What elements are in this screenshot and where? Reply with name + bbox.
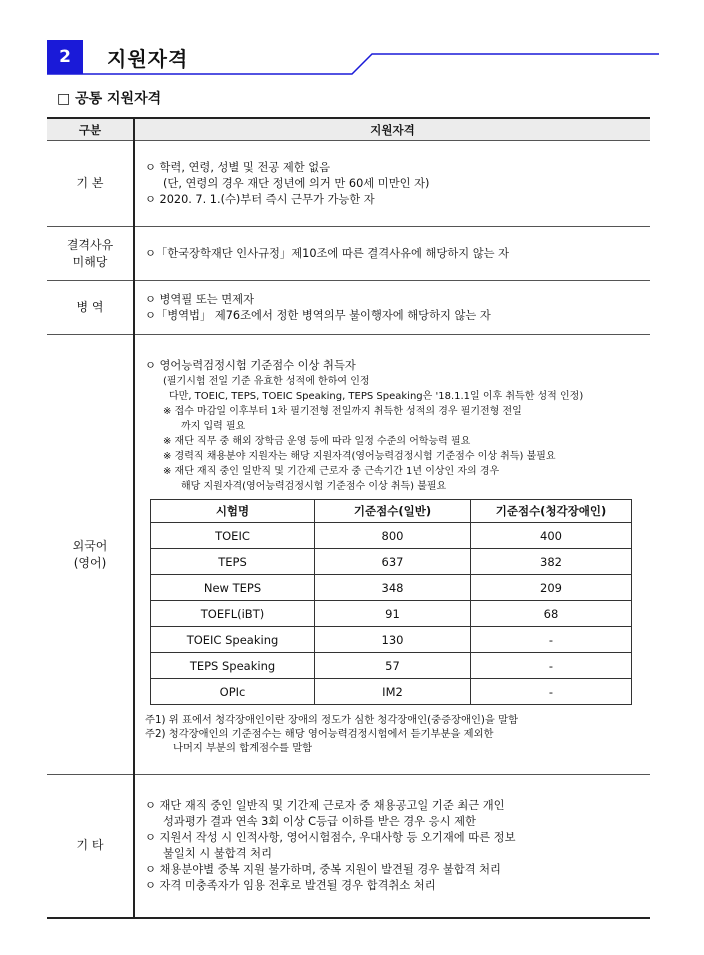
score-cell: TOEFL(iBT) [151,601,315,627]
note: 주2) 청각장애인의 기준점수는 해당 영어능력검정시험에서 듣기부분을 제외한 [145,728,494,740]
row-military [47,281,650,335]
section-title: 지원자격 [107,47,189,71]
score-cell: - [471,627,632,653]
row-label-line: (영어) [73,555,107,570]
line: 불일치 시 불합격 처리 [163,846,272,860]
score-header: 시험명 [151,500,315,523]
score-cell: 209 [471,575,632,601]
qualification-table [47,117,650,919]
row-label: 병 역 [47,281,134,335]
note: 주1) 위 표에서 청각장애인이란 장애의 정도가 심한 청각장애인(중증장애인)을 말함 [145,714,519,726]
score-cell: - [471,653,632,679]
line: ※ 경력직 채용분야 지원자는 해당 지원자격(영어능력검정시험 기준점수 이상 취득) 불필요 [163,451,556,462]
section-number-badge: 2 [47,40,83,74]
score-table [150,499,632,705]
score-cell: 57 [315,653,471,679]
score-cell: 348 [315,575,471,601]
score-row [151,627,632,653]
line: ㅇ 지원서 작성 시 인적사항, 영어시험점수, 우대사항 등 오기재에 따른 정보 [145,830,516,844]
score-row [151,679,632,705]
score-cell: - [471,679,632,705]
score-cell: 800 [315,523,471,549]
score-cell: 130 [315,627,471,653]
line: 까지 입력 필요 [181,421,246,432]
score-cell: 91 [315,601,471,627]
score-cell: TEPS [151,549,315,575]
line: ㅇ 학력, 연령, 성별 및 전공 제한 없음 [145,160,331,174]
score-cell: TOEIC [151,523,315,549]
row-label-line: 미해당 [72,254,108,269]
line: (단, 연령의 경우 재단 정년에 의거 만 60세 미만인 자) [163,176,430,190]
row-other [47,775,650,918]
header-qualification: 지원자격 [134,118,650,141]
score-header: 기준점수(일반) [315,500,471,523]
score-cell: TOEIC Speaking [151,627,315,653]
score-cell: 382 [471,549,632,575]
line: 다만, TOEIC, TEPS, TOEIC Speaking, TEPS Speaking은 '18.1.1일 이후 취득한 성적 인정) [169,391,584,402]
line: ㅇ 재단 재직 중인 일반직 및 기간제 근로자 중 채용공고일 기준 최근 개인 [145,798,505,812]
subheading: □ 공통 지원자격 [57,91,162,107]
line: ※ 재단 재직 중인 일반직 및 기간제 근로자 중 근속기간 1년 이상인 자의 경우 [163,466,500,477]
row-label-line: 외국어 [72,538,108,553]
line: ㅇ 2020. 7. 1.(수)부터 즉시 근무가 가능한 자 [145,192,375,206]
score-row [151,601,632,627]
line: 해당 지원자격(영어능력검정시험 기준점수 이상 취득) 불필요 [181,481,447,492]
row-label: 기 타 [47,775,134,918]
score-row [151,523,632,549]
score-cell: OPIc [151,679,315,705]
score-cell: 400 [471,523,632,549]
score-row [151,575,632,601]
row-label: 기 본 [47,141,134,227]
score-cell: TEPS Speaking [151,653,315,679]
line: ※ 재단 직무 중 해외 장학금 운영 등에 따라 일정 수준의 어학능력 필요 [163,436,471,447]
score-row [151,653,632,679]
row-label [47,335,134,775]
row-label-line: 결격사유 [66,237,114,252]
score-cell: New TEPS [151,575,315,601]
score-cell: IM2 [315,679,471,705]
header-category: 구분 [47,118,134,141]
row-basic [47,141,650,227]
line: ㅇ「병역법」 제76조에서 정한 병역의무 불이행자에 해당하지 않는 자 [145,308,491,322]
line: 성과평가 결과 연속 3회 이상 C등급 이하를 받은 경우 응시 제한 [163,814,476,828]
row-language [47,335,650,775]
line: ㅇ「한국장학재단 인사규정」제10조에 따른 결격사유에 해당하지 않는 자 [145,246,510,260]
score-cell: 68 [471,601,632,627]
line: ※ 접수 마감일 이후부터 1차 필기전형 전일까지 취득한 성적의 경우 필기전형 전일 [163,406,522,417]
section-header [47,40,659,76]
score-header: 기준점수(청각장애인) [471,500,632,523]
line: ㅇ 자격 미충족자가 임용 전후로 발견될 경우 합격취소 처리 [145,878,436,892]
note: 나머지 부분의 합계점수를 말함 [173,742,313,754]
row-disqualification [47,227,650,281]
score-row [151,549,632,575]
line: ㅇ 병역필 또는 면제자 [145,292,254,306]
line: ㅇ 영어능력검정시험 기준점수 이상 취득자 [145,359,356,372]
row-label [47,227,134,281]
line: (필기시험 전일 기준 유효한 성적에 한하여 인정 [163,376,370,387]
score-cell: 637 [315,549,471,575]
line: ㅇ 채용분야별 중복 지원 불가하며, 중복 지원이 발견될 경우 불합격 처리 [145,862,501,876]
